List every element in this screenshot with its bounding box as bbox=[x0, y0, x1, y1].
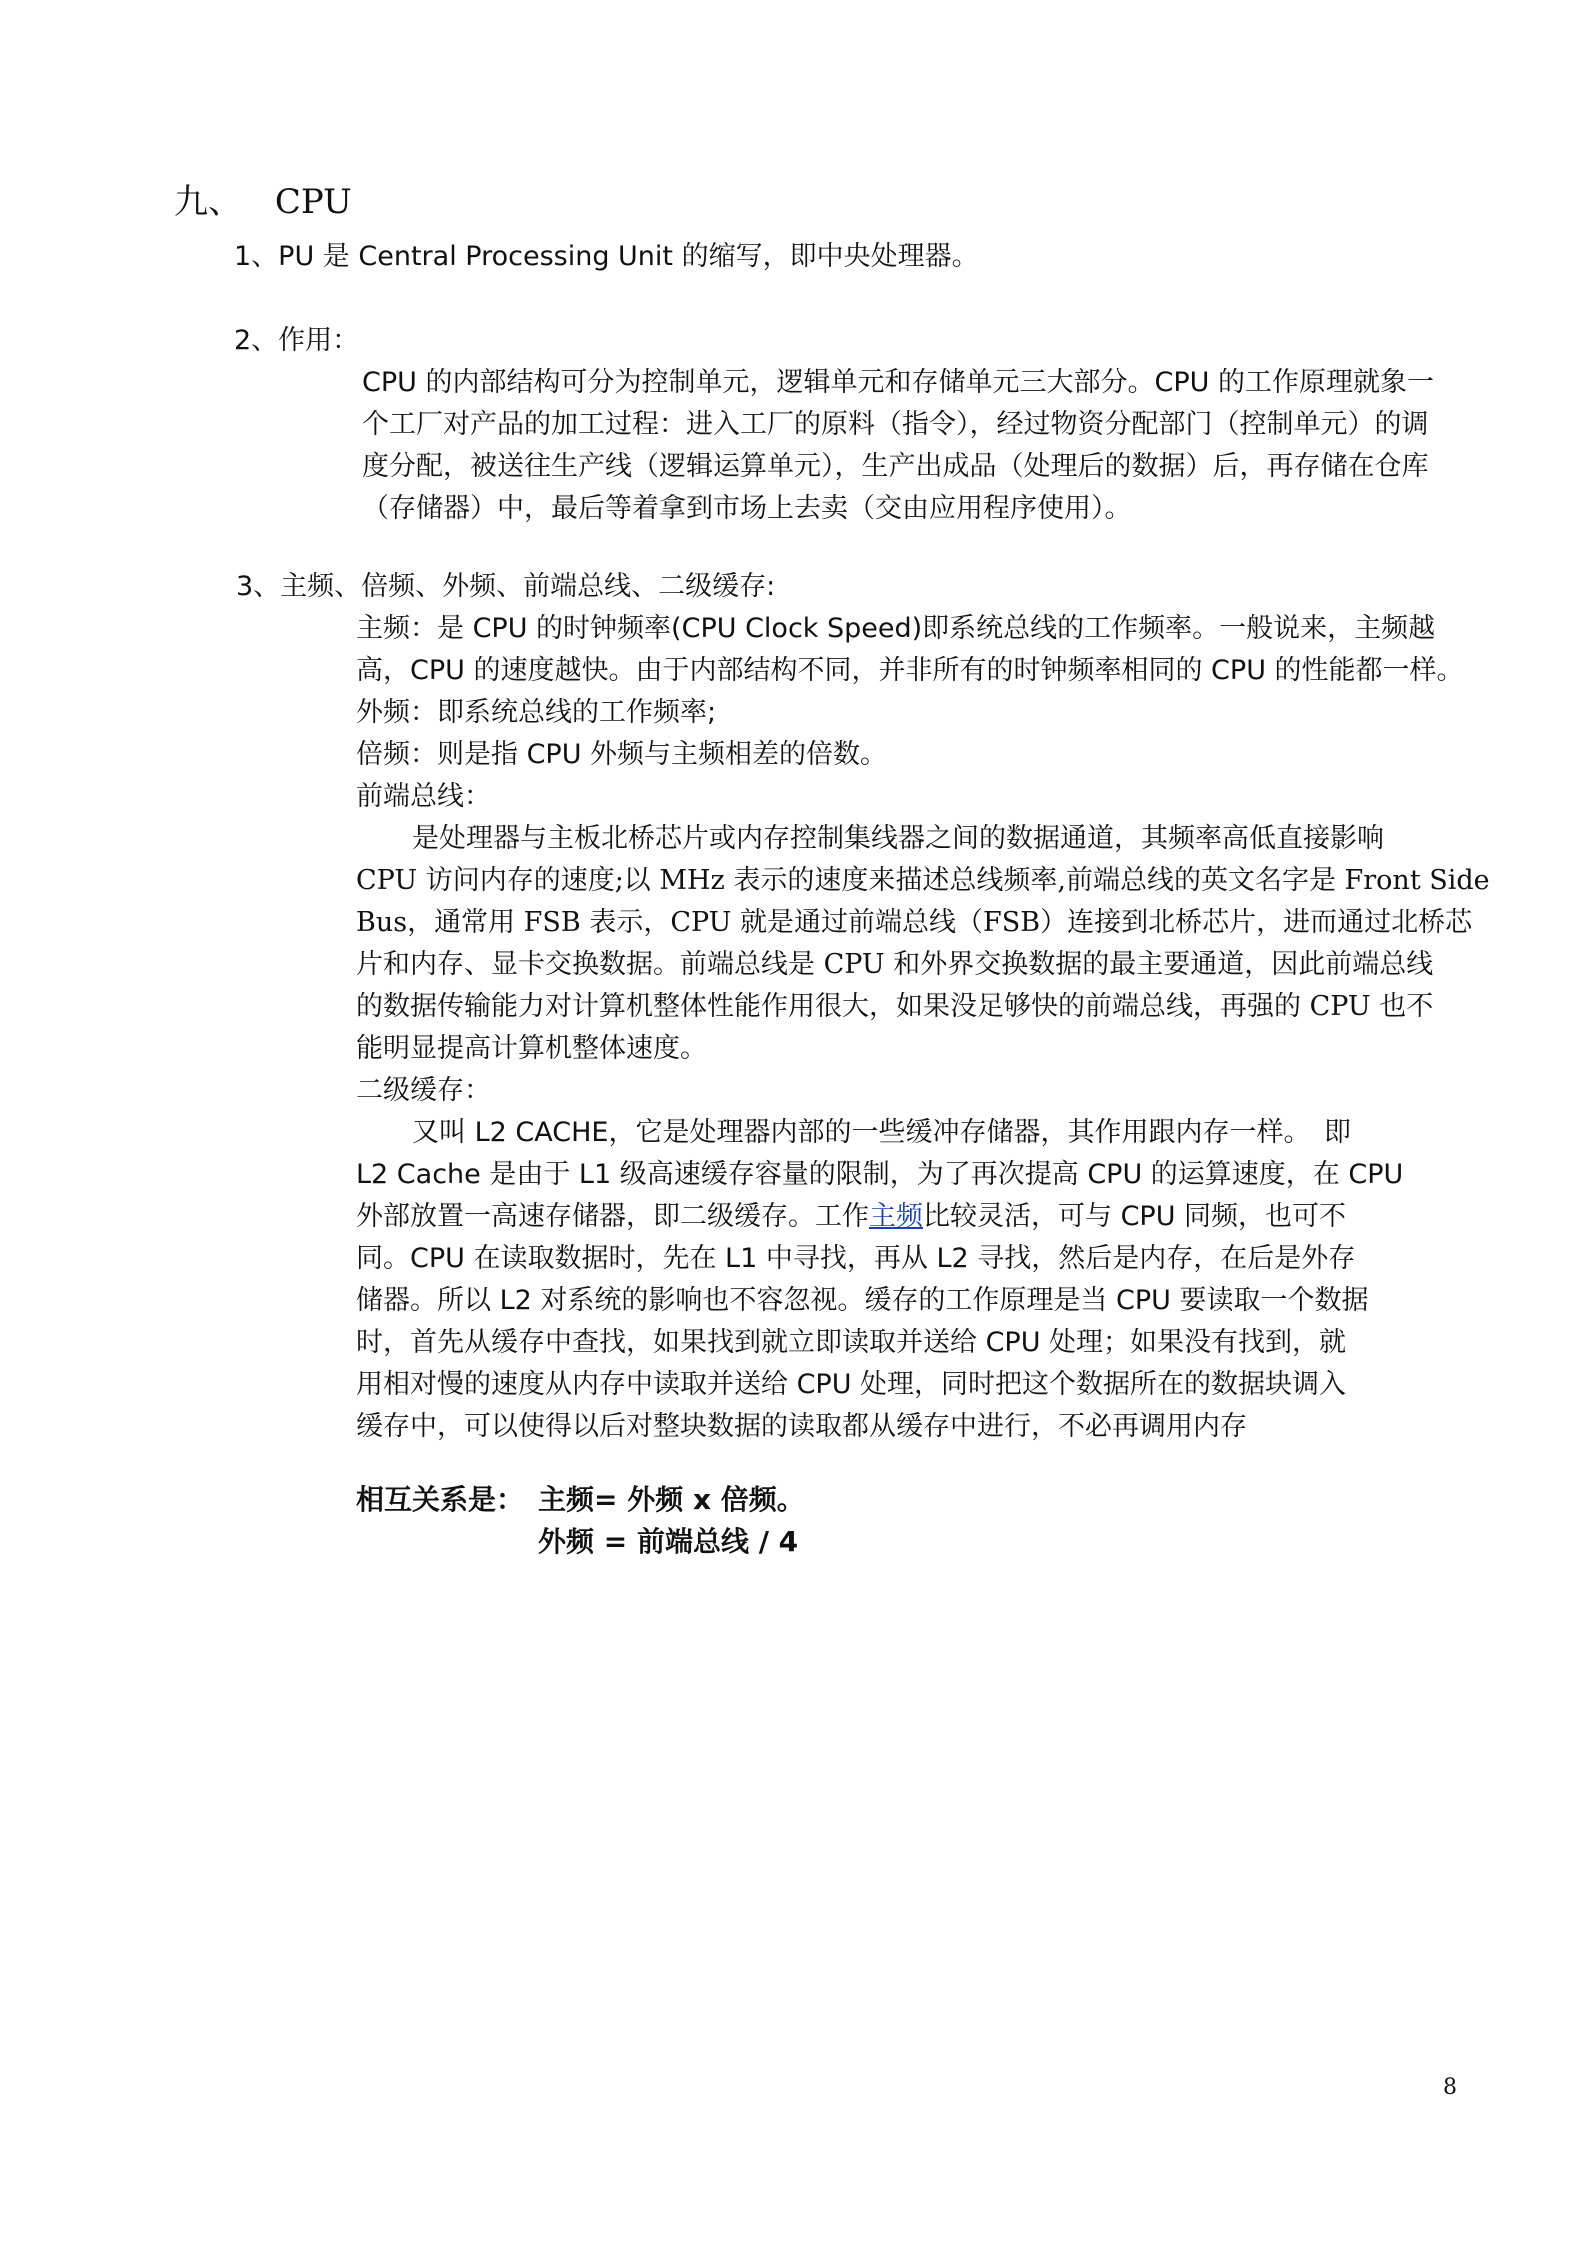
l2-cache-label: 二级缓存： bbox=[356, 1075, 491, 1106]
paragraph-line: 高，CPU 的速度越快。由于内部结构不同，并非所有的时钟频率相同的 CPU 的性能都一样。 bbox=[356, 655, 1464, 686]
paragraph-line: 缓存中，可以使得以后对整块数据的读取都从缓存中进行，不必再调用内存 bbox=[356, 1411, 1247, 1442]
line-text: 比较灵活，可与 CPU 同频，也可不 bbox=[923, 1201, 1347, 1232]
item-2-paragraph bbox=[362, 362, 1434, 530]
paragraph-line: 能明显提高计算机整体速度。 bbox=[356, 1033, 707, 1064]
l2-cache-paragraph bbox=[356, 1112, 1403, 1448]
page-number: 8 bbox=[1443, 2075, 1457, 2100]
item-3-label: 3、主频、倍频、外频、前端总线、二级缓存: bbox=[236, 571, 776, 602]
fsb-label: 前端总线： bbox=[356, 781, 491, 812]
paragraph-line: 是处理器与主板北桥芯片或内存控制集线器之间的数据通道，其频率高低直接影响 bbox=[412, 823, 1384, 854]
section-title: CPU bbox=[274, 182, 352, 222]
paragraph-line: Bus，通常用 FSB 表示，CPU 就是通过前端总线（FSB）连接到北桥芯片，进而通过北桥芯 bbox=[356, 907, 1473, 938]
item-2-label: 2、作用： bbox=[234, 325, 360, 356]
section-number: 九、 bbox=[174, 182, 242, 222]
external-frequency-line: 外频：即系统总线的工作频率; bbox=[356, 697, 717, 728]
paragraph-line: CPU 访问内存的速度;以 MHz 表示的速度来描述总线频率,前端总线的英文名字是 Front Side bbox=[356, 865, 1490, 896]
paragraph-line: L2 Cache 是由于 L1 级高速缓存容量的限制，为了再次提高 CPU 的运算速度，在 CPU bbox=[356, 1159, 1404, 1190]
paragraph-line: 用相对慢的速度从内存中读取并送给 CPU 处理，同时把这个数据所在的数据块调入 bbox=[356, 1369, 1347, 1400]
paragraph-line: 同。CPU 在读取数据时，先在 L1 中寻找，再从 L2 寻找，然后是内存，在后是外存 bbox=[356, 1243, 1356, 1274]
multiplier-line: 倍频：则是指 CPU 外频与主频相差的倍数。 bbox=[356, 739, 888, 770]
paragraph-line: 时，首先从缓存中查找，如果找到就立即读取并送给 CPU 处理；如果没有找到，就 bbox=[356, 1327, 1347, 1358]
paragraph-line: 储器。所以 L2 对系统的影响也不容忽视。缓存的工作原理是当 CPU 要读取一个数据 bbox=[356, 1285, 1369, 1316]
fsb-paragraph bbox=[356, 818, 1490, 1070]
paragraph-line bbox=[356, 1196, 1403, 1238]
paragraph-line: 又叫 L2 CACHE，它是处理器内部的一些缓冲存储器，其作用跟内存一样。 即 bbox=[412, 1117, 1351, 1148]
relation-label: 相互关系是： bbox=[356, 1483, 525, 1516]
paragraph-line: 的数据传输能力对计算机整体性能作用很大，如果没足够快的前端总线，再强的 CPU 也不 bbox=[356, 991, 1434, 1022]
item-1-text: 1、PU 是 Central Processing Unit 的缩写，即中央处理器。 bbox=[234, 241, 979, 272]
paragraph-line: 片和内存、显卡交换数据。前端总线是 CPU 和外界交换数据的最主要通道，因此前端总线 bbox=[356, 949, 1434, 980]
paragraph-line: （存储器）中，最后等着拿到市场上去卖（交由应用程序使用）。 bbox=[362, 493, 1132, 524]
main-frequency-paragraph bbox=[356, 608, 1464, 818]
section-heading bbox=[174, 174, 352, 223]
relation-formula-1: 主频= 外频 x 倍频。 bbox=[538, 1483, 805, 1516]
paragraph-line: 主频：是 CPU 的时钟频率(CPU Clock Speed)即系统总线的工作频率。一般说来，主频越 bbox=[356, 613, 1436, 644]
relation-formula-2: 外频 = 前端总线 / 4 bbox=[538, 1525, 799, 1558]
paragraph-line: 个工厂对产品的加工过程：进入工厂的原料（指令），经过物资分配部门（控制单元）的调 bbox=[362, 409, 1429, 440]
main-frequency-link[interactable]: 主频 bbox=[869, 1201, 923, 1232]
paragraph-line: 度分配，被送往生产线（逻辑运算单元），生产出成品（处理后的数据）后，再存储在仓库 bbox=[362, 451, 1429, 482]
paragraph-line: CPU 的内部结构可分为控制单元，逻辑单元和存储单元三大部分。CPU 的工作原理就象一 bbox=[362, 367, 1434, 398]
line-text: 外部放置一高速存储器，即二级缓存。工作 bbox=[356, 1201, 869, 1232]
